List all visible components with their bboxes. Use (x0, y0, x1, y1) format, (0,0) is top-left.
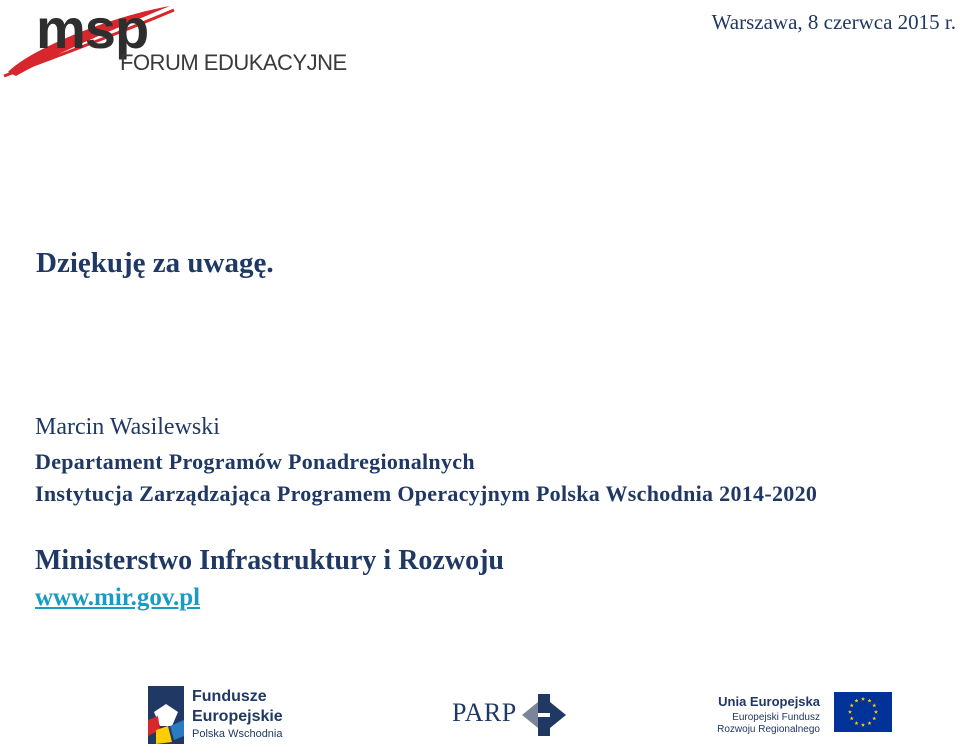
fe-star-logo-icon (148, 686, 184, 744)
unia-europejska-logo (717, 692, 892, 738)
eu-flag-icon (834, 692, 892, 732)
parp-arrows-icon (522, 694, 566, 736)
contact-name: Marcin Wasilewski (35, 414, 220, 440)
parp-logo-word: PARP (452, 698, 517, 727)
fundusze-europejskie-logo (148, 686, 288, 744)
msp-logo-subtitle: FORUM EDUKACYJNE (120, 50, 347, 75)
fe-logo-line1: Fundusze (192, 688, 267, 705)
msp-forum-logo (2, 0, 347, 80)
document-date: Warszawa, 8 czerwca 2015 r. (711, 10, 956, 34)
parp-logo (452, 694, 566, 736)
fe-logo-line3: Polska Wschodnia (192, 728, 283, 740)
fe-logo-line2: Europejskie (192, 708, 283, 725)
thanks-heading: Dziękuję za uwagę. (36, 247, 274, 279)
contact-department: Departament Programów Ponadregionalnych (35, 449, 475, 474)
contact-institution: Instytucja Zarządzająca Programem Operacyjnym Polska Wschodnia 2014-2020 (35, 481, 818, 506)
eu-logo-line3: Rozwoju Regionalnego (717, 724, 820, 735)
website-link[interactable]: www.mir.gov.pl (35, 584, 201, 611)
eu-logo-line1: Unia Europejska (718, 694, 820, 709)
eu-logo-line2: Europejski Fundusz (732, 712, 820, 723)
msp-logo-word: msp (36, 0, 149, 60)
contact-ministry: Ministerstwo Infrastruktury i Rozwoju (35, 545, 504, 576)
